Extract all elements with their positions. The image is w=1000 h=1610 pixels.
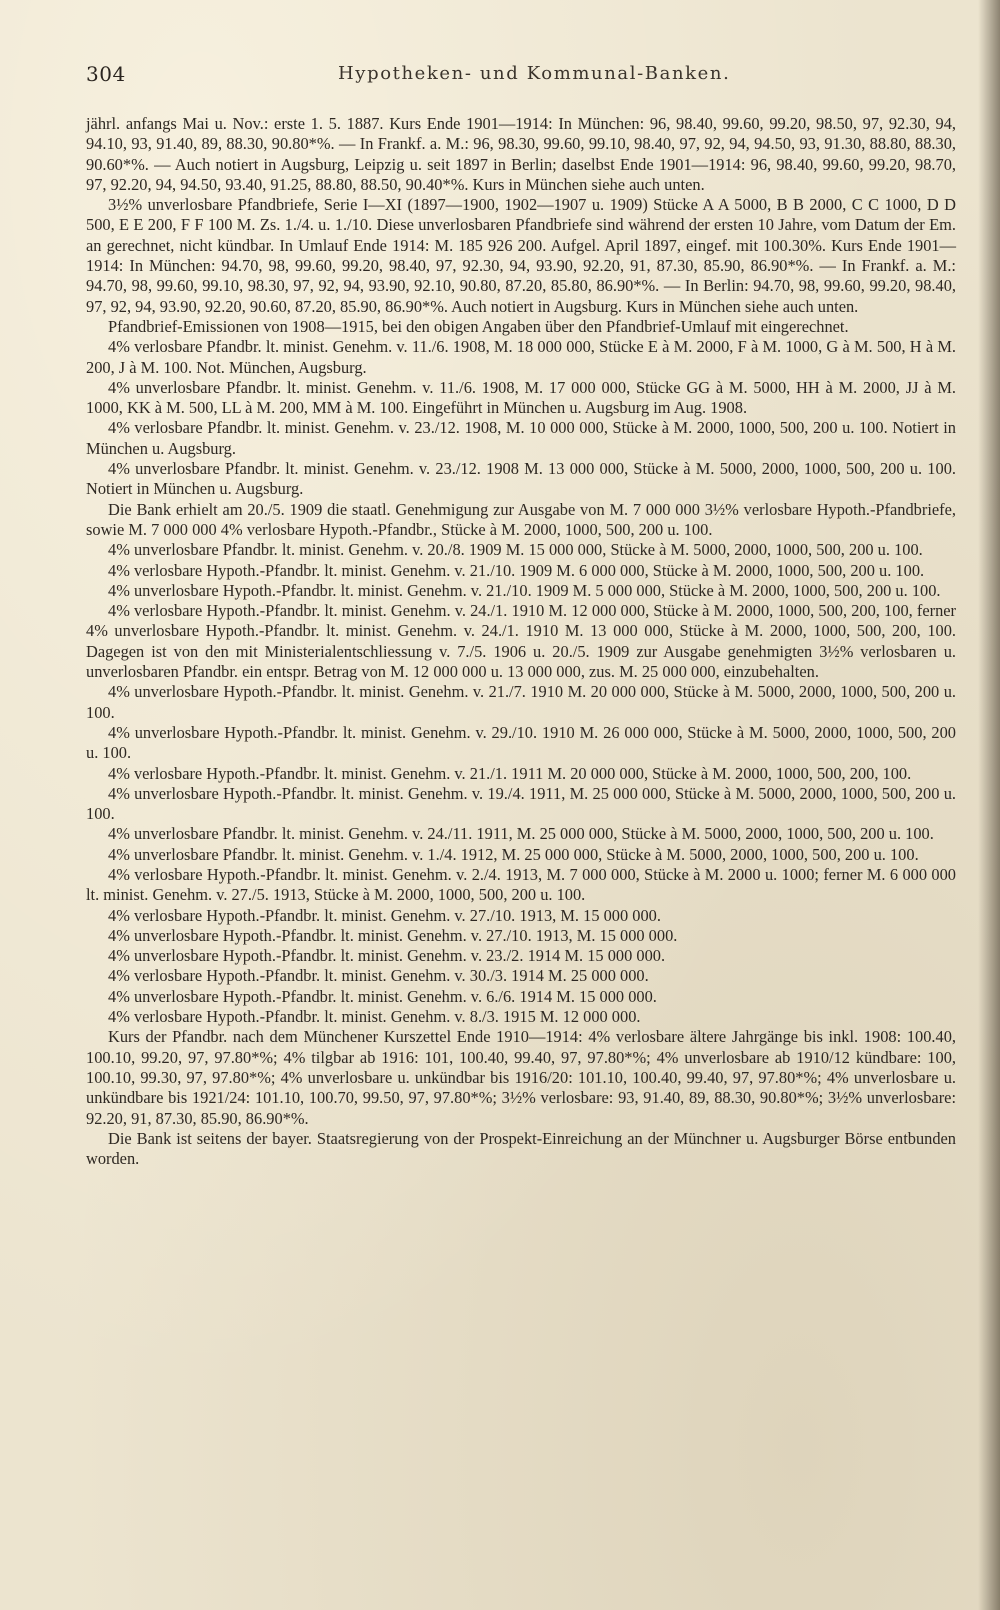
paragraph: Pfandbrief-Emissionen von 1908—1915, bei den obigen Angaben über den Pfandbrief-Umlauf mit eingerechnet. bbox=[108, 316, 849, 336]
paragraph: 4% unverlosbare Pfandbr. lt. minist. Genehm. v. 1./4. 1912, M. 25 000 000, Stücke à M. 5000, 2000, 1000, 500, 200 u. 100. bbox=[108, 844, 919, 864]
paragraph: Die Bank ist seitens der bayer. Staatsregierung von der Prospekt-Einreichung an der Münchner u. Augsburger Börse entbunden worden. bbox=[86, 1128, 956, 1169]
paragraph: 4% unverlosbare Hypoth.-Pfandbr. lt. minist. Genehm. v. 6./6. 1914 M. 15 000 000. bbox=[108, 986, 657, 1006]
paragraph: 4% unverlosbare Hypoth.-Pfandbr. lt. minist. Genehm. v. 27./10. 1913, M. 15 000 000. bbox=[108, 925, 678, 945]
page-header bbox=[86, 62, 946, 90]
paragraph: 4% unverlosbare Pfandbr. lt. minist. Genehm. v. 23./12. 1908 M. 13 000 000, Stücke à M. 5000, 2000, 1000, 500, 200 u. 100. Notiert in München u. Augsburg. bbox=[86, 459, 956, 499]
paragraph: 4% verlosbare Hypoth.-Pfandbr. lt. minist. Genehm. v. 27./10. 1913, M. 15 000 000. bbox=[108, 905, 661, 925]
page-number: 304 bbox=[86, 62, 126, 86]
paragraph: 3½% unverlosbare Pfandbriefe, Serie I—XI (1897—1900, 1902—1907 u. 1909) Stücke A A 5000, B B 2000, C C 1000, D D 500, E E 200, F F 100 M. Zs. 1./4. u. 1./10. Diese unverlosbaren Pfandbriefe sind während der ersten 10 Jahre, vom Datum der Em. an gerechnet, nicht kündbar. In Umlauf Ende 1914: M. 185 926 200. Aufgel. April 1897, eingef. mit 100.30%. Kurs Ende 1901—1914: In München: 94.70, 98, 99.60, 99.20, 98.40, 97, 92.30, 94, 93.90, 92.20, 91, 87.30, 85.90, 86.90*%. — In Frankf. a. M.: 94.70, 98, 99.60, 99.10, 98.30, 97, 92, 94, 93.90, 92.10, 90.80, 87.20, 85.80, 86.90*%. — In Berlin: 94.70, 98, 99.60, 99.20, 98.40, 97, 92, 94, 93.90, 92.20, 90.60, 87.20, 85.90, 86.90*%. Auch notiert in Augsburg. Kurs in München siehe auch unten. bbox=[86, 195, 956, 316]
paragraph: 4% unverlosbare Pfandbr. lt. minist. Genehm. v. 11./6. 1908, M. 17 000 000, Stücke GG à M. 5000, HH à M. 2000, JJ à M. 1000, KK à M. 500, LL à M. 200, MM à M. 100. Eingeführt in München u. Augsburg im Aug. 1908. bbox=[86, 377, 956, 418]
paragraph: 4% verlosbare Pfandbr. lt. minist. Genehm. v. 23./12. 1908, M. 10 000 000, Stücke à M. 2000, 1000, 500, 200 u. 100. Notiert in München u. Augsburg. bbox=[86, 418, 956, 458]
paragraph: 4% verlosbare Hypoth.-Pfandbr. lt. minist. Genehm. v. 30./3. 1914 M. 25 000 000. bbox=[108, 966, 649, 986]
paragraph: 4% unverlosbare Pfandbr. lt. minist. Genehm. v. 20./8. 1909 M. 15 000 000, Stücke à M. 5000, 2000, 1000, 500, 200 u. 100. bbox=[108, 540, 923, 560]
paragraph: Kurs der Pfandbr. nach dem Münchener Kurszettel Ende 1910—1914: 4% verlosbare ältere Jahrgänge bis inkl. 1908: 100.40, 100.10, 99.20, 97, 97.80*%; 4% tilgbar ab 1916: 101, 100.40, 99.40, 97, 97.80*%; 4% unverlosbare ab 1910/12 kündbare: 100, 100.10, 99.30, 97, 97.80*%; 4% unverlosbare u. unkündbar bis 1916/20: 101.10, 100.40, 99.40, 97, 97.80*%; 4% unverlosbare u. unkündbare bis 1921/24: 101.10, 100.70, 99.50, 97, 97.80*%; 3½% verlosbare: 93, 91.40, 89, 88.30, 90.80*%; 3½% unverlosbare: 92.20, 91, 87.30, 85.90, 86.90*%. bbox=[86, 1027, 956, 1128]
paragraph: 4% unverlosbare Hypoth.-Pfandbr. lt. minist. Genehm. v. 19./4. 1911, M. 25 000 000, Stücke à M. 5000, 2000, 1000, 500, 200 u. 100. bbox=[86, 783, 956, 824]
body-text bbox=[86, 114, 956, 1169]
paragraph: 4% verlosbare Hypoth.-Pfandbr. lt. minist. Genehm. v. 2./4. 1913, M. 7 000 000, Stücke à M. 2000 u. 1000; ferner M. 6 000 000 lt. minist. Genehm. v. 27./5. 1913, Stücke à M. 2000, 1000, 500, 200 u. 100. bbox=[86, 864, 956, 905]
paragraph: 4% verlosbare Hypoth.-Pfandbr. lt. minist. Genehm. v. 21./1. 1911 M. 20 000 000, Stücke à M. 2000, 1000, 500, 200, 100. bbox=[108, 763, 912, 783]
paragraph: 4% unverlosbare Hypoth.-Pfandbr. lt. minist. Genehm. v. 29./10. 1910 M. 26 000 000, Stücke à M. 5000, 2000, 1000, 500, 200 u. 100. bbox=[86, 722, 956, 763]
paragraph: 4% verlosbare Hypoth.-Pfandbr. lt. minist. Genehm. v. 24./1. 1910 M. 12 000 000, Stücke à M. 2000, 1000, 500, 200, 100, ferner 4% unverlosbare Hypoth.-Pfandbr. lt. minist. Genehm. v. 24./1. 1910 M. 13 000 000, Stücke à M. 2000, 1000, 500, 200, 100. Dagegen ist von den mit Ministerialentschliessung v. 7./5. 1906 u. 20./5. 1909 zur Ausgabe genehmigten 3½% verlosbaren u. unverlosbaren Pfandbr. ein entspr. Betrag von M. 12 000 000 u. 13 000 000, zus. M. 25 000 000, einzubehalten. bbox=[86, 601, 956, 682]
paragraph: 4% unverlosbare Hypoth.-Pfandbr. lt. minist. Genehm. v. 21./10. 1909 M. 5 000 000, Stücke à M. 2000, 1000, 500, 200 u. 100. bbox=[108, 580, 941, 600]
paragraph: 4% verlosbare Hypoth.-Pfandbr. lt. minist. Genehm. v. 21./10. 1909 M. 6 000 000, Stücke à M. 2000, 1000, 500, 200 u. 100. bbox=[108, 560, 925, 580]
paragraph: 4% verlosbare Pfandbr. lt. minist. Genehm. v. 11./6. 1908, M. 18 000 000, Stücke E à M. 2000, F à M. 1000, G à M. 500, H à M. 200, J à M. 100. Not. München, Augsburg. bbox=[86, 337, 956, 377]
paragraph: 4% unverlosbare Hypoth.-Pfandbr. lt. minist. Genehm. v. 23./2. 1914 M. 15 000 000. bbox=[108, 946, 666, 966]
page-binding-shadow bbox=[978, 0, 1000, 1610]
paragraph: jährl. anfangs Mai u. Nov.: erste 1. 5. 1887. Kurs Ende 1901—1914: In München: 96, 98.40, 99.60, 99.20, 98.50, 97, 92.30, 94, 94.10, 93, 91.40, 89, 88.30, 90.80*%. — In Frankf. a. M.: 96, 98.30, 99.60, 99.10, 98.40, 97, 92, 94, 94.50, 93, 91.30, 88.80, 88.30, 90.60*%. — Auch notiert in Augsburg, Leipzig u. seit 1897 in Berlin; daselbst Ende 1901—1914: 96, 98.40, 99.60, 99.20, 98.70, 97, 92.20, 94, 94.50, 93.40, 91.25, 88.80, 88.50, 90.40*%. Kurs in München siehe auch unten. bbox=[86, 114, 956, 194]
paragraph: 4% unverlosbare Hypoth.-Pfandbr. lt. minist. Genehm. v. 21./7. 1910 M. 20 000 000, Stücke à M. 5000, 2000, 1000, 500, 200 u. 100. bbox=[86, 682, 956, 722]
paragraph: 4% verlosbare Hypoth.-Pfandbr. lt. minist. Genehm. v. 8./3. 1915 M. 12 000 000. bbox=[108, 1007, 641, 1027]
paragraph: 4% unverlosbare Pfandbr. lt. minist. Genehm. v. 24./11. 1911, M. 25 000 000, Stücke à M. 5000, 2000, 1000, 500, 200 u. 100. bbox=[108, 824, 934, 844]
running-head: Hypotheken- und Kommunal-Banken. bbox=[338, 63, 731, 84]
paragraph: Die Bank erhielt am 20./5. 1909 die staatl. Genehmigung zur Ausgabe von M. 7 000 000 3½% verlosbare Hypoth.-Pfandbriefe, sowie M. 7 000 000 4% verlosbare Hypoth.-Pfandbr., Stücke à M. 2000, 1000, 500, 200 u. 100. bbox=[86, 499, 956, 539]
